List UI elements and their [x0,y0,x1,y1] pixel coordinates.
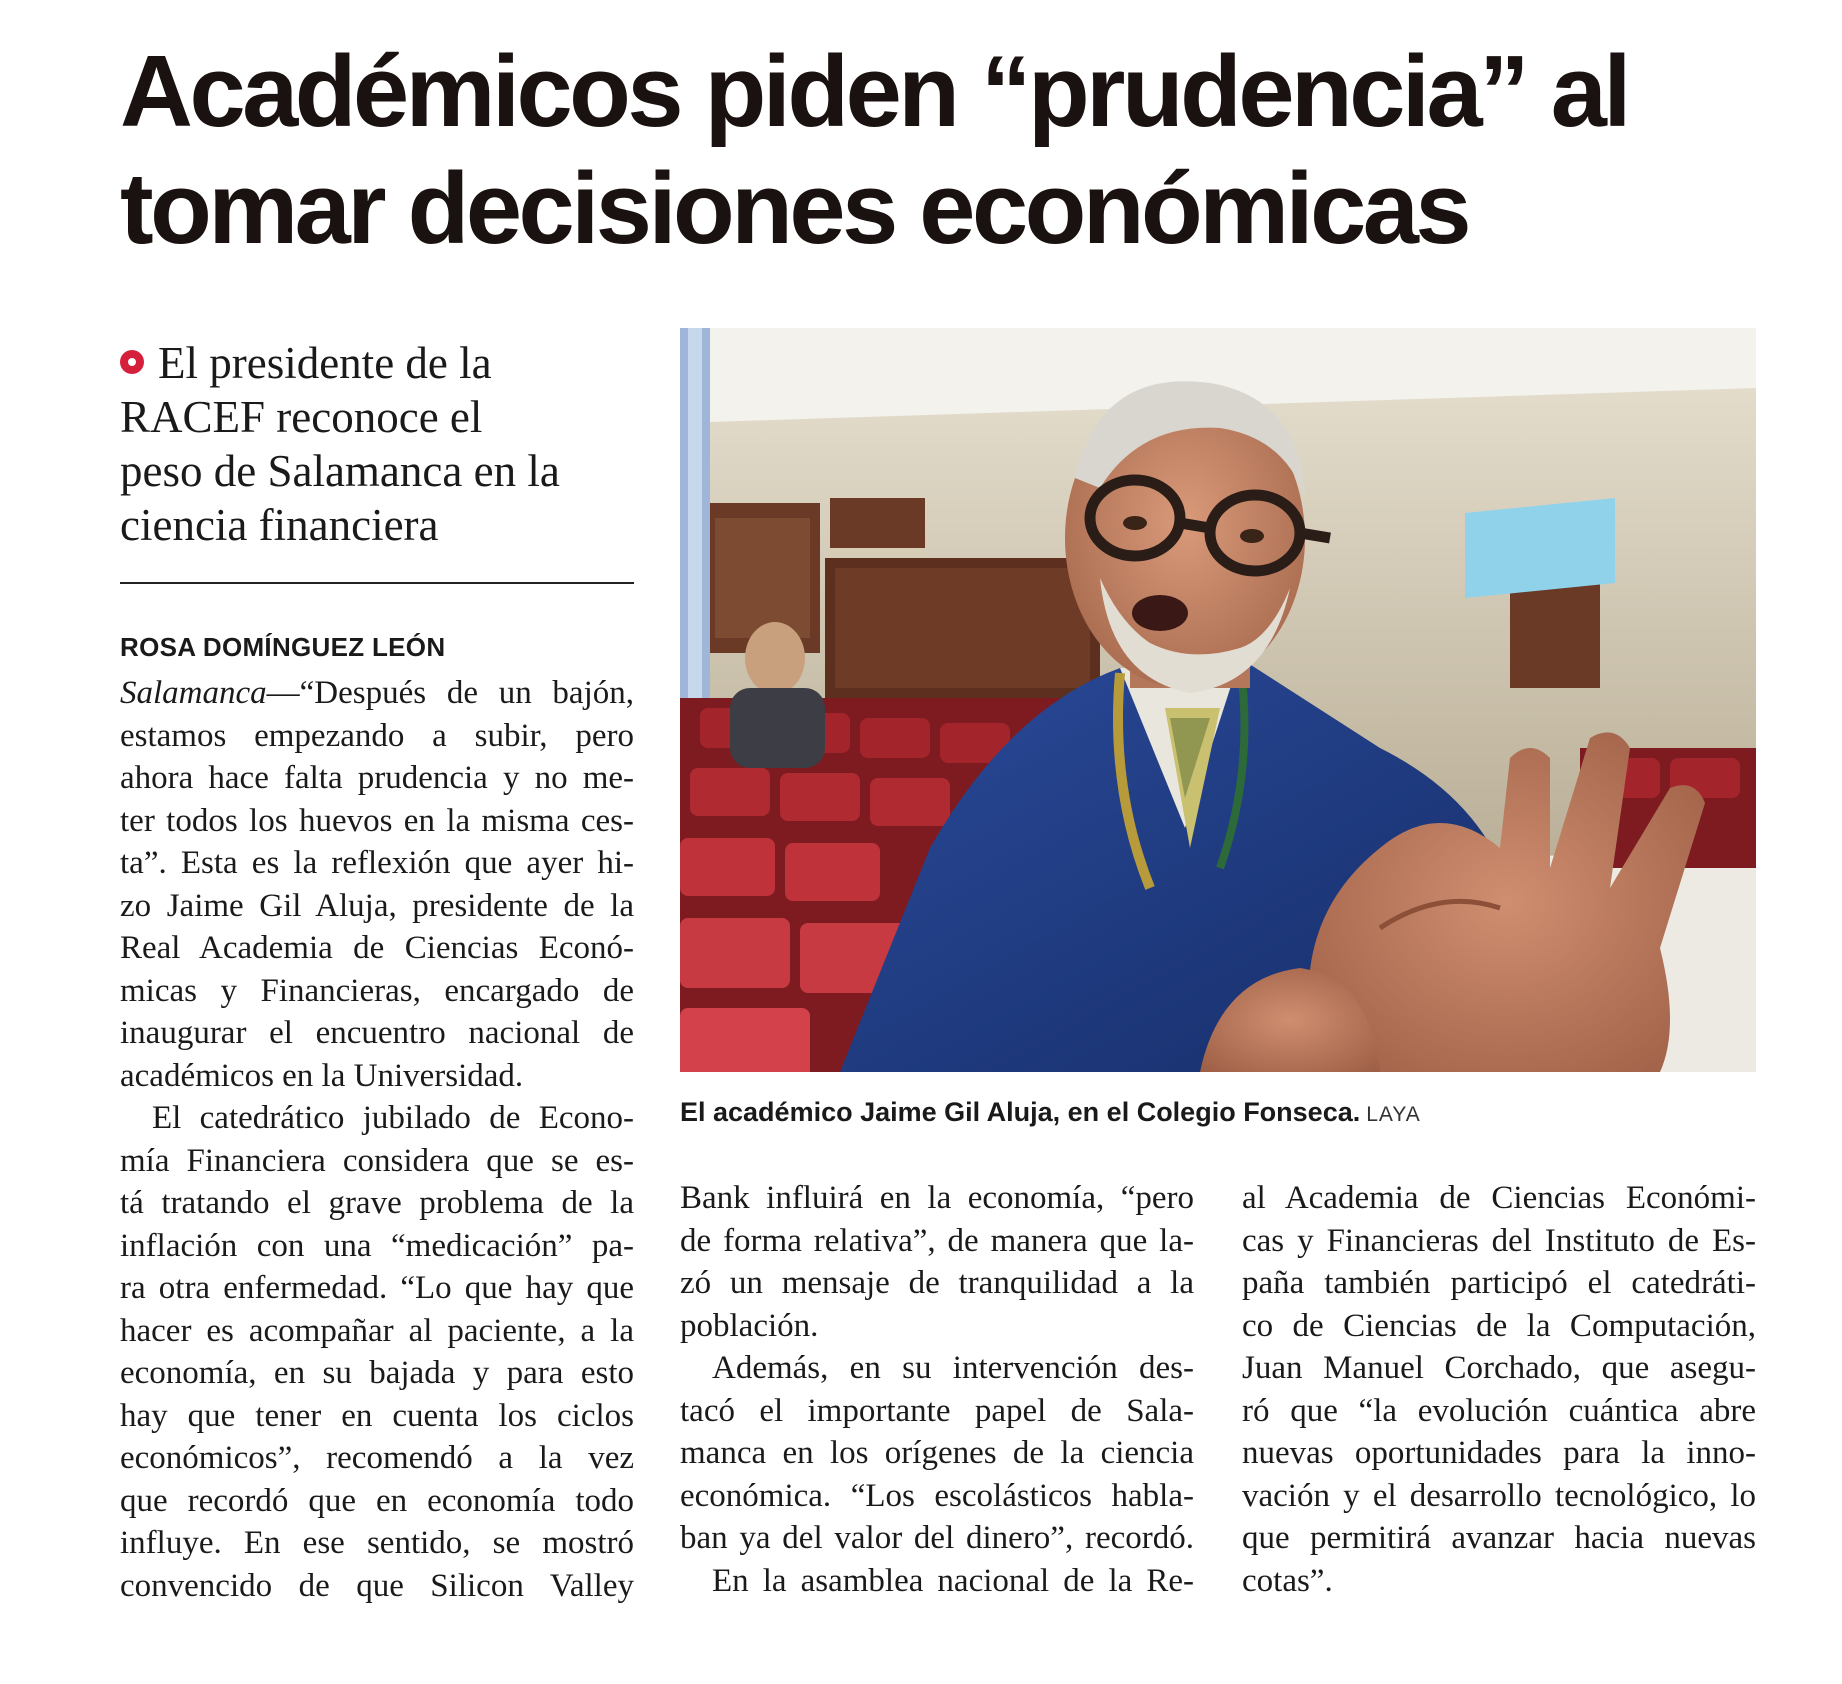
article-line: que recordó que en economía todo [120,1482,634,1519]
article-line: mía Financiera considera que se es- [120,1142,634,1179]
subhead-line: ciencia financiera [120,500,439,550]
article-line: Además, en su intervención des- [712,1350,1194,1386]
article-line: En la asamblea nacional de la Re- [712,1562,1194,1599]
headline-line: tomar decisiones económicas [120,153,1469,265]
headline [120,34,1760,268]
article-line: ra otra enfermedad. “Lo que hay que [120,1270,634,1306]
article-line: vación y el desarrollo tecnológico, lo [1242,1477,1756,1514]
subhead-text: El presidente de la [158,338,492,388]
article-line [120,672,634,715]
headline-line: Académicos piden “prudencia” al [120,36,1628,148]
article-line: económica. “Los escolásticos habla- [680,1477,1194,1514]
article-line: manca en los orígenes de la ciencia [680,1435,1194,1471]
article-line: nuevas oportunidades para la inno- [1242,1435,1756,1471]
dateline-place: Salamanca [120,675,267,711]
article-line: tacó el importante papel de Sala- [680,1392,1194,1429]
article-line: hay que tener en cuenta los ciclos [120,1397,634,1434]
article-line: académicos en la Universidad. [120,1057,524,1094]
article-line: co de Ciencias de la Computación, [1242,1307,1756,1344]
article-line: paña también participó el catedráti- [1242,1265,1756,1301]
article-line: economía, en su bajada y para esto [120,1355,634,1391]
photo-illustration [680,328,1756,1072]
article-line: estamos empezando a subir, pero [120,717,634,754]
article-line: cas y Financieras del Instituto de Es- [1242,1222,1756,1259]
divider-rule [120,582,634,584]
article-line: cotas”. [1242,1562,1333,1599]
article-line: influye. En ese sentido, se mostró [120,1525,634,1561]
article-column-2 [680,1177,1194,1602]
article-line: ta”. Esta es la reflexión que ayer hi- [120,845,634,881]
article-line-text: —“Después de un bajón, [266,675,634,711]
article-line: ter todos los huevos en la misma ces- [120,802,634,839]
photo-caption [680,1097,1421,1128]
article-line: inaugurar el encuentro nacional de [120,1015,634,1051]
subhead-line [120,336,640,390]
subhead-line: peso de Salamanca en la [120,446,560,496]
article-photo [680,328,1756,1072]
bullet-dot-icon [120,350,144,374]
article-line: Juan Manuel Corchado, que asegu- [1242,1350,1756,1386]
article-line: al Academia de Ciencias Económi- [1242,1180,1756,1216]
article-line: zó un mensaje de tranquilidad a la [680,1265,1194,1301]
article-line: población. [680,1307,819,1344]
article-line: que permitirá avanzar hacia nuevas [1242,1520,1756,1556]
article-line: hacer es acompañar al paciente, a la [120,1312,634,1349]
article-line: tá tratando el grave problema de la [120,1185,634,1221]
article-line: convencido de que Silicon Valley [120,1567,634,1604]
caption-text: El académico Jaime Gil Aluja, en el Colegio Fonseca. [680,1097,1361,1127]
article-line: económicos”, recomendó a la vez [120,1440,634,1476]
article-column-1 [120,672,634,1607]
article-line: zo Jaime Gil Aluja, presidente de la [120,887,634,924]
article-line: ahora hace falta prudencia y no me- [120,760,634,796]
subhead-line: RACEF reconoce el [120,392,483,442]
article-line: ban ya del valor del dinero”, recordó. [680,1520,1194,1556]
subheadline [120,336,640,552]
article-line: micas y Financieras, encargado de [120,972,634,1009]
article-line: ró que “la evolución cuántica abre [1242,1392,1756,1429]
article-line: de forma relativa”, de manera que la- [680,1222,1194,1259]
photo-screen [1465,498,1615,598]
article-line: El catedrático jubilado de Econo- [152,1100,634,1136]
author-byline: ROSA DOMÍNGUEZ LEÓN [120,632,446,662]
article-line: Real Academia de Ciencias Econó- [120,930,634,966]
article-column-3 [1242,1177,1756,1602]
article-line: inflación con una “medicación” pa- [120,1227,634,1264]
article-line: Bank influirá en la economía, “pero [680,1180,1194,1216]
photo-credit: LAYA [1366,1103,1421,1126]
